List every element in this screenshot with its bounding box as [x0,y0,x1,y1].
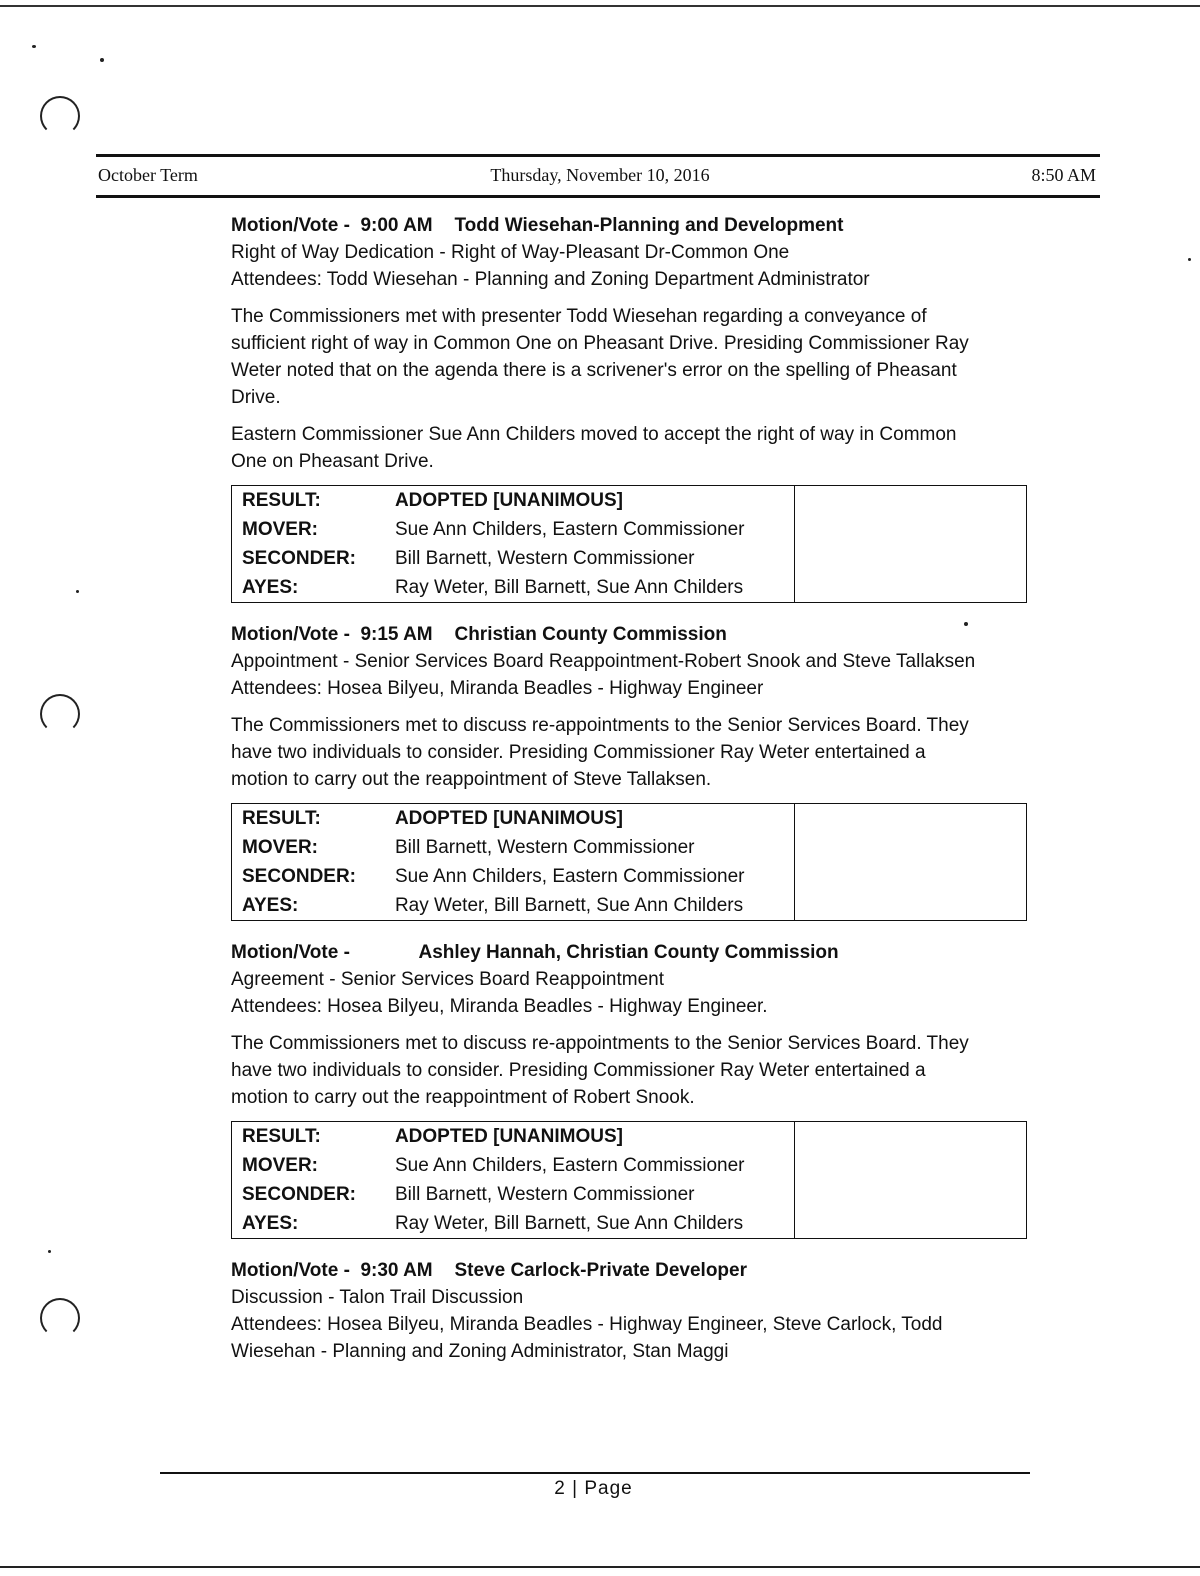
attendees: Attendees: Hosea Bilyeu, Miranda Beadles - Highway Engineer, Steve Carlock, Todd [231,1314,943,1335]
footer-rule [160,1472,1030,1474]
motion-heading [231,212,1041,239]
vote-value-result: ADOPTED [UNANIMOUS] [394,1126,623,1147]
scan-speck [76,590,79,593]
vote-blank-cell [794,486,1026,603]
vote-label-mover: MOVER: [242,519,318,540]
paragraph-line: sufficient right of way in Common One on Pheasant Drive. Presiding Commissioner Ray [231,333,969,354]
punch-hole-bottom [40,1298,80,1338]
punch-hole-top [40,96,80,136]
motion-section [231,939,1041,1239]
vote-label-ayes: AYES: [242,895,299,916]
motion-presenter: Todd Wiesehan-Planning and Development [454,215,844,236]
vote-label-mover: MOVER: [242,837,318,858]
vote-result-table [231,803,1027,921]
motion-section [231,212,1041,603]
paragraph-line: One on Pheasant Drive. [231,451,434,472]
motion-time: 9:15 AM [360,624,433,645]
header-rule-bottom [96,195,1100,198]
vote-label-result: RESULT: [242,1126,321,1147]
attendees: Attendees: Todd Wiesehan - Planning and Zoning Department Administrator [231,269,870,290]
scan-speck [32,45,36,48]
motion-heading [231,939,1041,966]
paragraph-line: The Commissioners met with presenter Todd Wiesehan regarding a conveyance of [231,306,927,327]
page-number: 2 | Page [554,1478,633,1499]
motion-presenter: Steve Carlock-Private Developer [454,1260,748,1281]
vote-label-result: RESULT: [242,808,321,829]
agenda-item: Right of Way Dedication - Right of Way-Pleasant Dr-Common One [231,242,790,263]
vote-label-seconder: SECONDER: [242,1184,357,1205]
motion-heading [231,621,1041,648]
vote-label-ayes: AYES: [242,577,299,598]
punch-hole-middle [40,694,80,734]
motion-time: 9:30 AM [360,1260,433,1281]
vote-value-ayes: Ray Weter, Bill Barnett, Sue Ann Childers [394,577,744,598]
vote-value-ayes: Ray Weter, Bill Barnett, Sue Ann Childers [394,895,744,916]
attendees-continued: Wiesehan - Planning and Zoning Administrator, Stan Maggi [231,1341,729,1362]
vote-result-table [231,485,1027,603]
motion-label: Motion/Vote - [231,942,350,963]
motion-heading [231,1257,1041,1284]
motion-label: Motion/Vote - [231,624,350,645]
motion-label: Motion/Vote - [231,1260,350,1281]
scan-edge-bottom [0,1566,1200,1568]
minutes-paragraph [231,303,1041,411]
motion-section [231,1257,1041,1365]
minutes-paragraph [231,712,1041,793]
vote-row-result [232,486,1027,516]
paragraph-line: motion to carry out the reappointment of Steve Tallaksen. [231,769,712,790]
vote-label-mover: MOVER: [242,1155,318,1176]
scan-edge-top [0,5,1200,7]
vote-value-mover: Sue Ann Childers, Eastern Commissioner [394,1155,745,1176]
paragraph-line: have two individuals to consider. Presiding Commissioner Ray Weter entertained a [231,742,926,763]
agenda-item: Agreement - Senior Services Board Reappointment [231,969,665,990]
vote-blank-cell [794,1122,1026,1239]
motion-label: Motion/Vote - [231,215,350,236]
attendees: Attendees: Hosea Bilyeu, Miranda Beadles - Highway Engineer. [231,996,768,1017]
scan-speck [100,58,104,62]
vote-label-result: RESULT: [242,490,321,511]
motion-presenter: Ashley Hannah, Christian County Commission [418,942,839,963]
paragraph-line: The Commissioners met to discuss re-appointments to the Senior Services Board. They [231,715,969,736]
motion-section [231,621,1041,921]
attendees: Attendees: Hosea Bilyeu, Miranda Beadles - Highway Engineer [231,678,764,699]
vote-value-result: ADOPTED [UNANIMOUS] [394,808,623,829]
vote-value-seconder: Bill Barnett, Western Commissioner [394,548,695,569]
scan-speck [1188,258,1191,261]
motion-presenter: Christian County Commission [454,624,727,645]
vote-row-result [232,804,1027,834]
paragraph-line: The Commissioners met to discuss re-appointments to the Senior Services Board. They [231,1033,969,1054]
motion-time: 9:00 AM [360,215,433,236]
minutes-body [231,212,1041,1365]
agenda-item: Discussion - Talon Trail Discussion [231,1287,524,1308]
vote-label-seconder: SECONDER: [242,866,357,887]
header-term: October Term [98,165,198,185]
paragraph-line: Weter noted that on the agenda there is a scrivener's error on the spelling of Pheasant [231,360,957,381]
paragraph-line: motion to carry out the reappointment of Robert Snook. [231,1087,695,1108]
vote-label-seconder: SECONDER: [242,548,357,569]
paragraph-line: Eastern Commissioner Sue Ann Childers moved to accept the right of way in Common [231,424,957,445]
vote-blank-cell [794,804,1026,921]
vote-value-seconder: Sue Ann Childers, Eastern Commissioner [394,866,745,887]
vote-row-result [232,1122,1027,1152]
header-date: Thursday, November 10, 2016 [490,165,710,185]
paragraph-line: Drive. [231,387,281,408]
minutes-paragraph [231,421,1041,475]
vote-value-mover: Sue Ann Childers, Eastern Commissioner [394,519,745,540]
vote-value-result: ADOPTED [UNANIMOUS] [394,490,623,511]
vote-result-table [231,1121,1027,1239]
vote-value-seconder: Bill Barnett, Western Commissioner [394,1184,695,1205]
vote-label-ayes: AYES: [242,1213,299,1234]
vote-value-mover: Bill Barnett, Western Commissioner [394,837,695,858]
header-time: 8:50 AM [1031,165,1096,185]
minutes-paragraph [231,1030,1041,1111]
vote-value-ayes: Ray Weter, Bill Barnett, Sue Ann Childers [394,1213,744,1234]
agenda-item: Appointment - Senior Services Board Reappointment-Robert Snook and Steve Tallaksen [231,651,976,672]
paragraph-line: have two individuals to consider. Presiding Commissioner Ray Weter entertained a [231,1060,926,1081]
header-rule-top [96,154,1100,157]
scan-speck [48,1250,51,1253]
